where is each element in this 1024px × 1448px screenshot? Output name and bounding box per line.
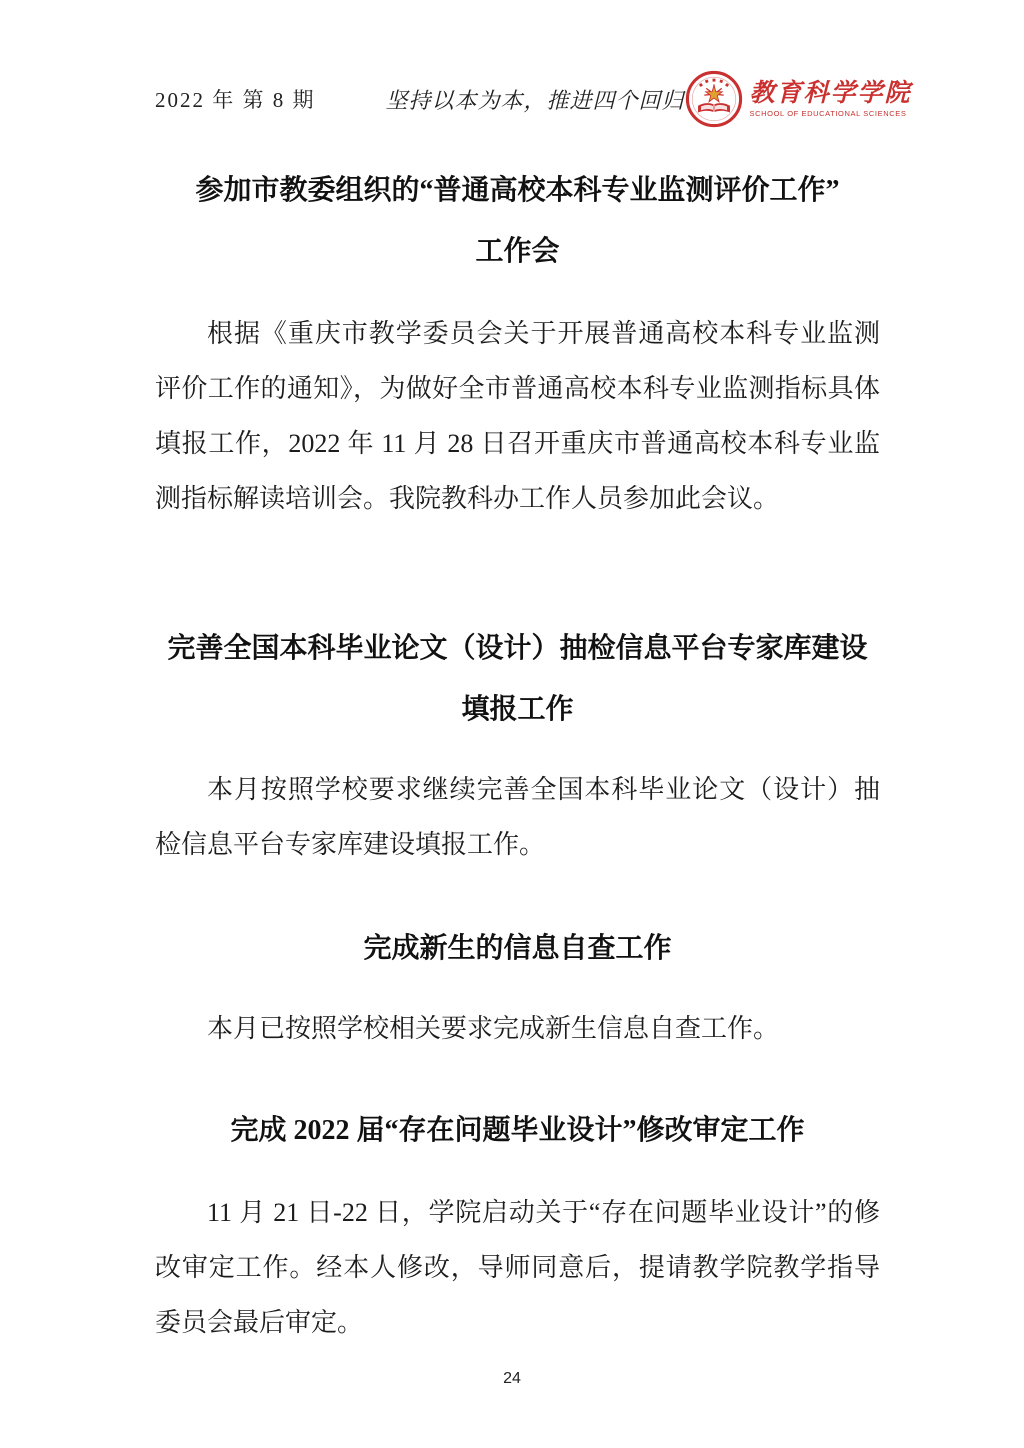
heading-line: 完成新生的信息自查工作 xyxy=(363,933,672,964)
school-logo xyxy=(685,70,912,128)
heading-line: 参加市教委组织的“普通高校本科专业监测评价工作” xyxy=(195,175,840,206)
school-seal-icon xyxy=(685,70,743,128)
paragraph: 根据《重庆市教学委员会关于开展普通高校本科专业监测评价工作的通知》，为做好全市普通高校本科专业监测指标具体填报工作，2022 年 11 月 28 日召开重庆市普通高校本科专业监测指标解读培训会。我院教科办工作人员参加此会议。 xyxy=(155,319,880,513)
heading-line: 工作会 xyxy=(475,236,560,267)
paragraph: 本月已按照学校相关要求完成新生信息自查工作。 xyxy=(207,1014,780,1043)
school-logo-text xyxy=(750,80,912,118)
section-heading xyxy=(155,160,880,282)
section-heading xyxy=(155,618,880,740)
section-heading xyxy=(155,1100,880,1161)
section-thesis-revision xyxy=(155,1100,880,1350)
heading-line: 填报工作 xyxy=(461,694,574,725)
header-motto: 坚持以本为本，推进四个回归 xyxy=(385,87,685,113)
heading-line: 完善全国本科毕业论文（设计）抽检信息平台专家库建设 xyxy=(167,633,868,664)
section-freshman-self-check xyxy=(155,918,880,1056)
school-name-cn: 教育科学学院 xyxy=(749,80,912,108)
heading-line: 完成 2022 届“存在问题毕业设计”修改审定工作 xyxy=(230,1115,805,1146)
paragraph: 11 月 21 日-22 日，学院启动关于“存在问题毕业设计”的修改审定工作。经本人修改，导师同意后，提请教学院教学指导委员会最后审定。 xyxy=(155,1198,880,1337)
school-name-en: SCHOOL OF EDUCATIONAL SCIENCES xyxy=(749,108,907,118)
issue-label: 2022 年 第 8 期 xyxy=(155,88,316,112)
page-header xyxy=(155,68,912,130)
section-monitoring-meeting xyxy=(155,160,880,526)
section-expert-database xyxy=(155,618,880,872)
section-heading xyxy=(155,918,880,979)
paragraph: 本月按照学校要求继续完善全国本科毕业论文（设计）抽检信息平台专家库建设填报工作。 xyxy=(155,775,880,859)
page-number: 24 xyxy=(503,1370,521,1387)
